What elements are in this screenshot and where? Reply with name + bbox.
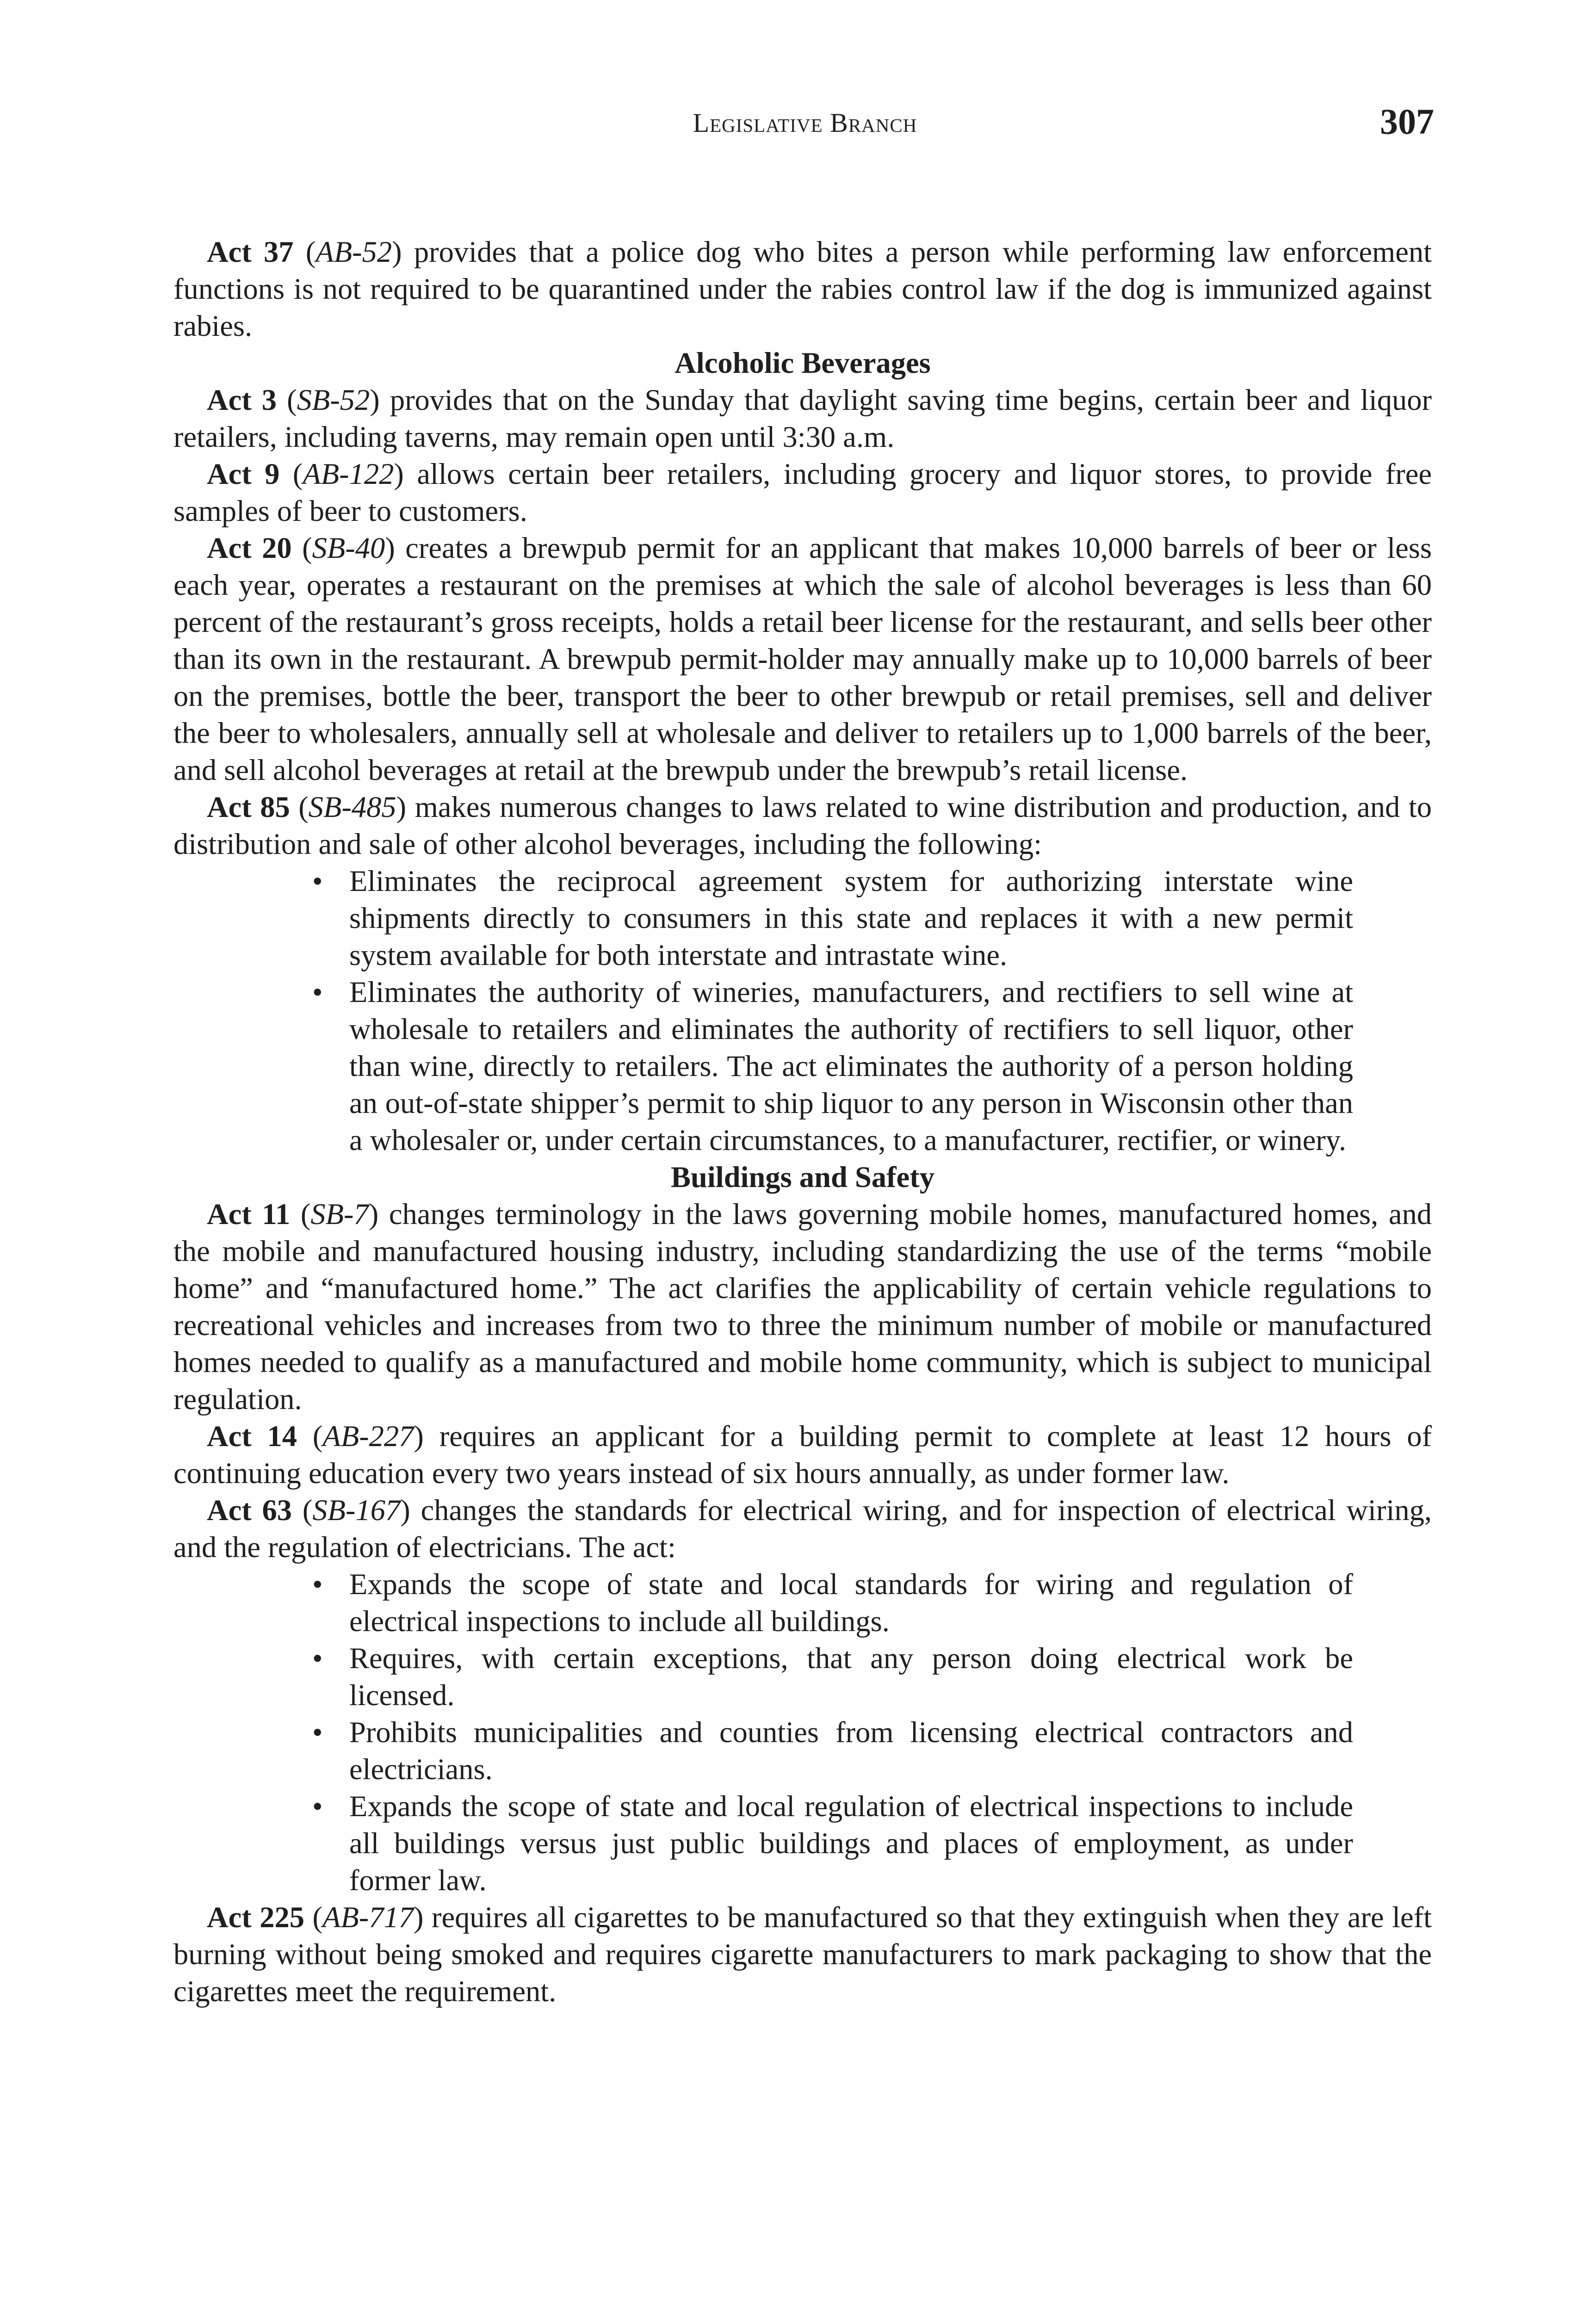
section-heading-alcoholic-beverages: Alcoholic Beverages [674,346,931,379]
act-label: Act 14 [207,1420,297,1453]
act-37-paragraph: Act 37 (AB-52) provides that a police dog who bites a person while performing law enforcement functions is not required to be quarantined under the rabies control law if the dog is immunized against rabies. [173,235,1432,342]
bill-number: SB-167 [312,1494,401,1527]
act-text: provides that on the Sunday that daylight saving time begins, certain beer and liquor retailers, including taverns, may remain open until 3:30 a.m. [173,383,1432,453]
act-text: allows certain beer retailers, including grocery and liquor stores, to provide free samples of beer to customers. [173,458,1432,527]
section-heading-buildings-and-safety: Buildings and Safety [671,1161,934,1194]
act-text: provides that a police dog who bites a person while performing law enforcement functions is not required to be quarantined under the rabies control law if the dog is immunized against rabies. [173,235,1432,342]
act-3-paragraph: Act 3 (SB-52) provides that on the Sunday that daylight saving time begins, certain beer and liquor retailers, including taverns, may remain open until 3:30 a.m. [173,383,1432,453]
running-header [176,101,1434,147]
bill-number: SB-485 [308,791,396,823]
bill-number: AB-52 [315,235,392,268]
act-63-bullet-list [173,1566,1353,1899]
bullet-item: • Prohibits municipalities and counties from licensing electrical contractors and electricians. [312,1714,1353,1788]
act-label: Act 9 [207,458,280,490]
act-text: changes terminology in the laws governing mobile homes, manufactured homes, and the mobile and manufactured housing industry, including standardizing the use of the terms “mobile home” and “manufactured home.” The act clarifies the applicability of certain vehicle regulations to recreational vehicles and increases from two to three the minimum number of mobile or manufactured homes needed to qualify as a manufactured and mobile home community, which is subject to municipal regulation. [173,1198,1432,1416]
act-20-paragraph: Act 20 (SB-40) creates a brewpub permit for an applicant that makes 10,000 barrels of beer or less each year, operates a restaurant on the premises at which the sale of alcohol beverages is less than 60 percent of the restaurant’s gross receipts, holds a retail beer license for the restaurant, and sells beer other than its own in the restaurant. A brewpub permit-holder may annually make up to 10,000 barrels of beer on the premises, bottle the beer, transport the beer to other brewpub or retail premises, sell and deliver the beer to wholesalers, annually sell at wholesale and deliver to retailers up to 1,000 barrels of the beer, and sell alcohol beverages at retail at the brewpub under the brewpub’s retail license. [173,532,1432,786]
bullet-item: • Requires, with certain exceptions, that any person doing electrical work be licensed. [312,1640,1353,1714]
act-text: creates a brewpub permit for an applicant that makes 10,000 barrels of beer or less each year, operates a restaurant on the premises at which the sale of alcohol beverages is less than 60 percent of the restaurant’s gross receipts, holds a retail beer license for the restaurant, and sells beer other than its own in the restaurant. A brewpub permit-holder may annually make up to 10,000 barrels of beer on the premises, bottle the beer, transport the beer to other brewpub or retail premises, sell and deliver the beer to wholesalers, annually sell at wholesale and deliver to retailers up to 1,000 barrels of the beer, and sell alcohol beverages at retail at the brewpub under the brewpub’s retail license. [173,532,1432,786]
act-label: Act 20 [207,532,292,564]
act-text: requires all cigarettes to be manufactured so that they extinguish when they are left burning without being smoked and requires cigarette manufacturers to mark packaging to show that the cigarettes meet the requirement. [173,1901,1432,2008]
bullet-item: • Expands the scope of state and local standards for wiring and regulation of electrical inspections to include all buildings. [312,1566,1353,1640]
bill-number: AB-227 [322,1420,414,1453]
page-body [173,234,1432,2010]
act-63-paragraph: Act 63 (SB-167) changes the standards for electrical wiring, and for inspection of electrical wiring, and the regulation of electricians. The act: [173,1494,1432,1564]
running-title: Legislative Branch [693,108,917,138]
act-label: Act 37 [207,235,294,268]
bullet-item: • Eliminates the authority of wineries, manufacturers, and rectifiers to sell wine at wholesale to retailers and eliminates the authority of rectifiers to sell liquor, other than wine, directly to retailers. The act eliminates the authority of a person holding an out-of-state shipper’s permit to ship liquor to any person in Wisconsin other than a wholesaler or, under certain circumstances, to a manufacturer, rectifier, or winery. [312,974,1353,1159]
bullet-item: • Eliminates the reciprocal agreement system for authorizing interstate wine shipments directly to consumers in this state and replaces it with a new permit system available for both interstate and intrastate wine. [312,863,1353,974]
act-11-paragraph: Act 11 (SB-7) changes terminology in the laws governing mobile homes, manufactured homes, and the mobile and manufactured housing industry, including standardizing the use of the terms “mobile home” and “manufactured home.” The act clarifies the applicability of certain vehicle regulations to recreational vehicles and increases from two to three the minimum number of mobile or manufactured homes needed to qualify as a manufactured and mobile home community, which is subject to municipal regulation. [173,1198,1432,1416]
act-9-paragraph: Act 9 (AB-122) allows certain beer retailers, including grocery and liquor stores, to provide free samples of beer to customers. [173,458,1432,527]
act-text: makes numerous changes to laws related to wine distribution and production, and to distribution and sale of other alcohol beverages, including the following: [173,791,1432,860]
bill-number: SB-40 [312,532,385,564]
bill-number: SB-52 [297,383,370,416]
bill-number: SB-7 [310,1198,369,1231]
act-text: changes the standards for electrical wiring, and for inspection of electrical wiring, and the regulation of electricians. The act: [173,1494,1432,1564]
act-label: Act 225 [207,1901,304,1934]
page-number: 307 [1380,101,1434,142]
act-85-paragraph: Act 85 (SB-485) makes numerous changes to laws related to wine distribution and production, and to distribution and sale of other alcohol beverages, including the following: [173,791,1432,860]
act-85-bullet-list [173,863,1353,1159]
act-label: Act 11 [207,1198,291,1231]
act-label: Act 63 [207,1494,292,1527]
bill-number: AB-717 [322,1901,414,1934]
act-14-paragraph: Act 14 (AB-227) requires an applicant for a building permit to complete at least 12 hours of continuing education every two years instead of six hours annually, as under former law. [173,1420,1432,1490]
act-text: requires an applicant for a building permit to complete at least 12 hours of continuing education every two years instead of six hours annually, as under former law. [173,1420,1432,1490]
bullet-item: • Expands the scope of state and local regulation of electrical inspections to include all buildings versus just public buildings and places of employment, as under former law. [312,1788,1353,1899]
bill-number: AB-122 [303,458,394,490]
act-225-paragraph: Act 225 (AB-717) requires all cigarettes to be manufactured so that they extinguish when they are left burning without being smoked and requires cigarette manufacturers to mark packaging to show that the cigarettes meet the requirement. [173,1901,1432,2008]
act-label: Act 3 [207,383,277,416]
act-label: Act 85 [207,791,290,823]
